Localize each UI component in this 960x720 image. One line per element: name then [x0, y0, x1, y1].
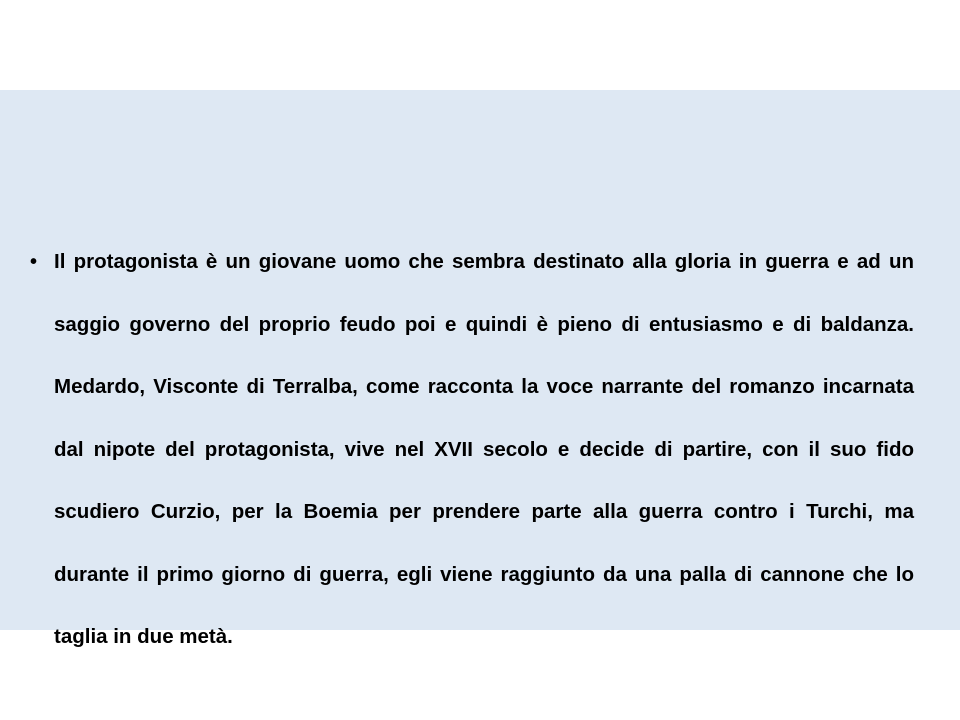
bullet-dot-icon: • — [30, 251, 38, 273]
bullet-item — [30, 243, 914, 669]
bullet-paragraph: Il protagonista è un giovane uomo che sembra destinato alla gloria in guerra e ad un saggio governo del proprio feudo poi e quindi è pieno di entusiasmo e di baldanza. Medardo, Visconte di Terralba, come racconta la voce narrante del romanzo incarnata dal nipote del protagonista, vive nel XVII secolo e decide di partire, con il suo fido scudiero Curzio, per la Boemia per prendere parte alla guerra contro i Turchi, ma durante il primo giorno di guerra, egli viene raggiunto da una palla di cannone che lo taglia in due metà. — [54, 250, 914, 648]
slide-content-panel — [0, 90, 960, 648]
